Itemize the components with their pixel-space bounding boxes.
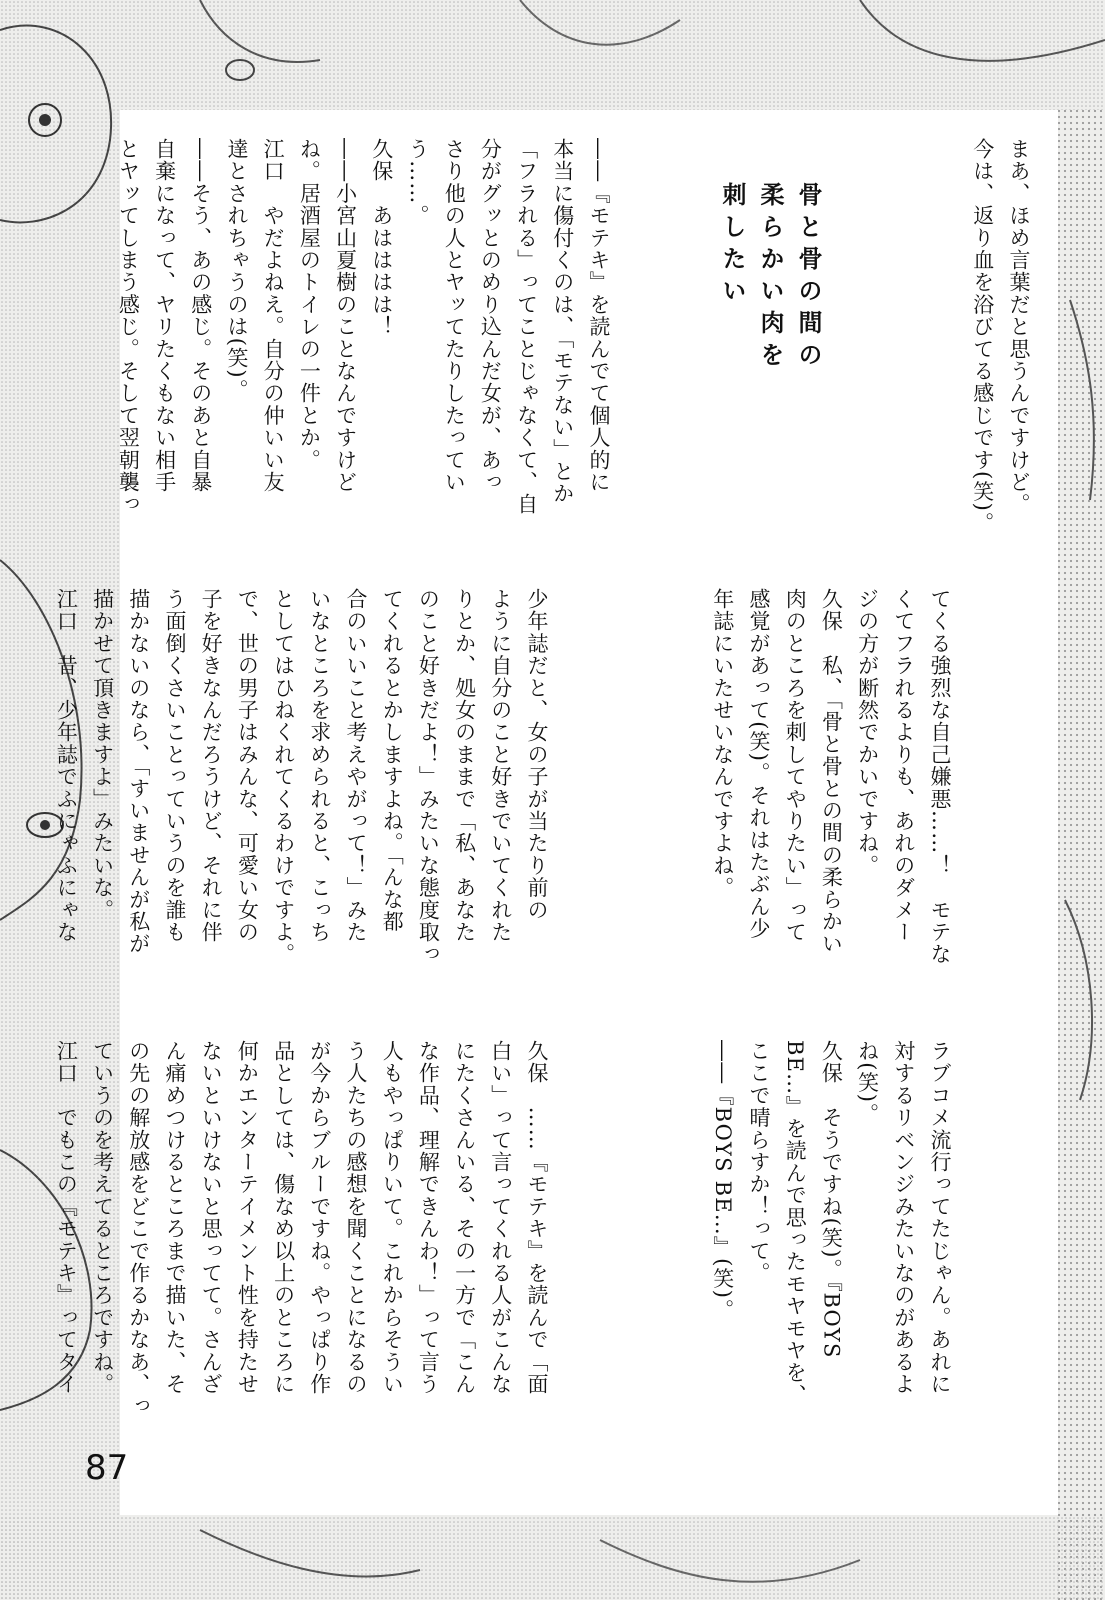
interview-text-block-3: てくる強烈な自己嫌悪……！ モテな くてフラれるよりも、あれのダメー ジの方が断然でかいですね。 久保 私、「骨と骨との間の柔らかい 肉のところを刺してやりたい」って 感覚があって(笑)。それはたぶん少 年誌にいたせいなんですよね。 <box>710 588 952 966</box>
interview-text-block-5: ラブコメ流行ってたじゃん。あれに 対するリベンジみたいなのがあるよ ね(笑)。 久保 そうですね(笑)。『BOYS BE…』を読んで思ったモヤモヤを、 ここで晴らすか！って。 ――『BOYS BE…』(笑)。 <box>710 1040 952 1407</box>
section-heading: 骨と骨の間の 柔らかい肉を 刺したい <box>718 182 822 374</box>
page-number: 87 <box>85 1448 129 1488</box>
interview-text-block-4: 少年誌だと、女の子が当たり前の ように自分のこと好きでいてくれた りとか、処女のままで「私、あなた のこと好きだよ！」みたいな態度取っ てくれるとかしますよね。「んな都 合のいいこと考えやがって！」みた いなところを求められると、こっち としてはひねくれてくるわけですよ。 で、世の男子はみんな、可愛い女の 子を好きなんだろうけど、それに伴 う面倒くさいことっていうのを誰も 描かないのなら、「すいませんが私が 描かせて頂きますよ」みたいな。 江口 昔、少年誌でふにゃふにゃな <box>54 588 549 966</box>
interview-text-block-6: 久保 ……『モテキ』を読んで「面 白い」って言ってくれる人がこんな にたくさんいる、その一方で「こん な作品、理解できんわ！」って言う 人もやっぱりいて。これからそうい う人たちの感想を聞くことになるの が今からブルーですね。やっぱり作 品としては、傷なめ以上のところに 何かエンターテイメント性を持たせ ないといけないと思ってて。さんざ ん痛めつけるところまで描いた、そ の先の解放感をどこで作るかなあ、っ ていうのを考えてるところですね。 江口 でもこの『モテキ』ってタイ <box>54 1040 549 1418</box>
interview-text-block-1: まあ、ほめ言葉だと思うんですけど。 今は、返り血を浴びてる感じです(笑)。 <box>970 138 1031 535</box>
interview-text-block-2: ――『モテキ』を読んでて個人的に 本当に傷付くのは、「モテない」とか 「フラれる」ってことじゃなくて、自 分がグッとのめり込んだ女が、あっ さり他の人とヤッてたりしたってい う……。 久保 あはははは！ ――小宮山夏樹のことなんですけど ね。居酒屋のトイレの一件とか。 江口 やだよねえ。自分の仲いい友 達とされちゃうのは(笑)。 ――そう、あの感じ。そのあと自暴 自棄になって、ヤリたくもない相手 とヤッてしまう感じ。そして翌朝襲っ <box>116 138 611 516</box>
